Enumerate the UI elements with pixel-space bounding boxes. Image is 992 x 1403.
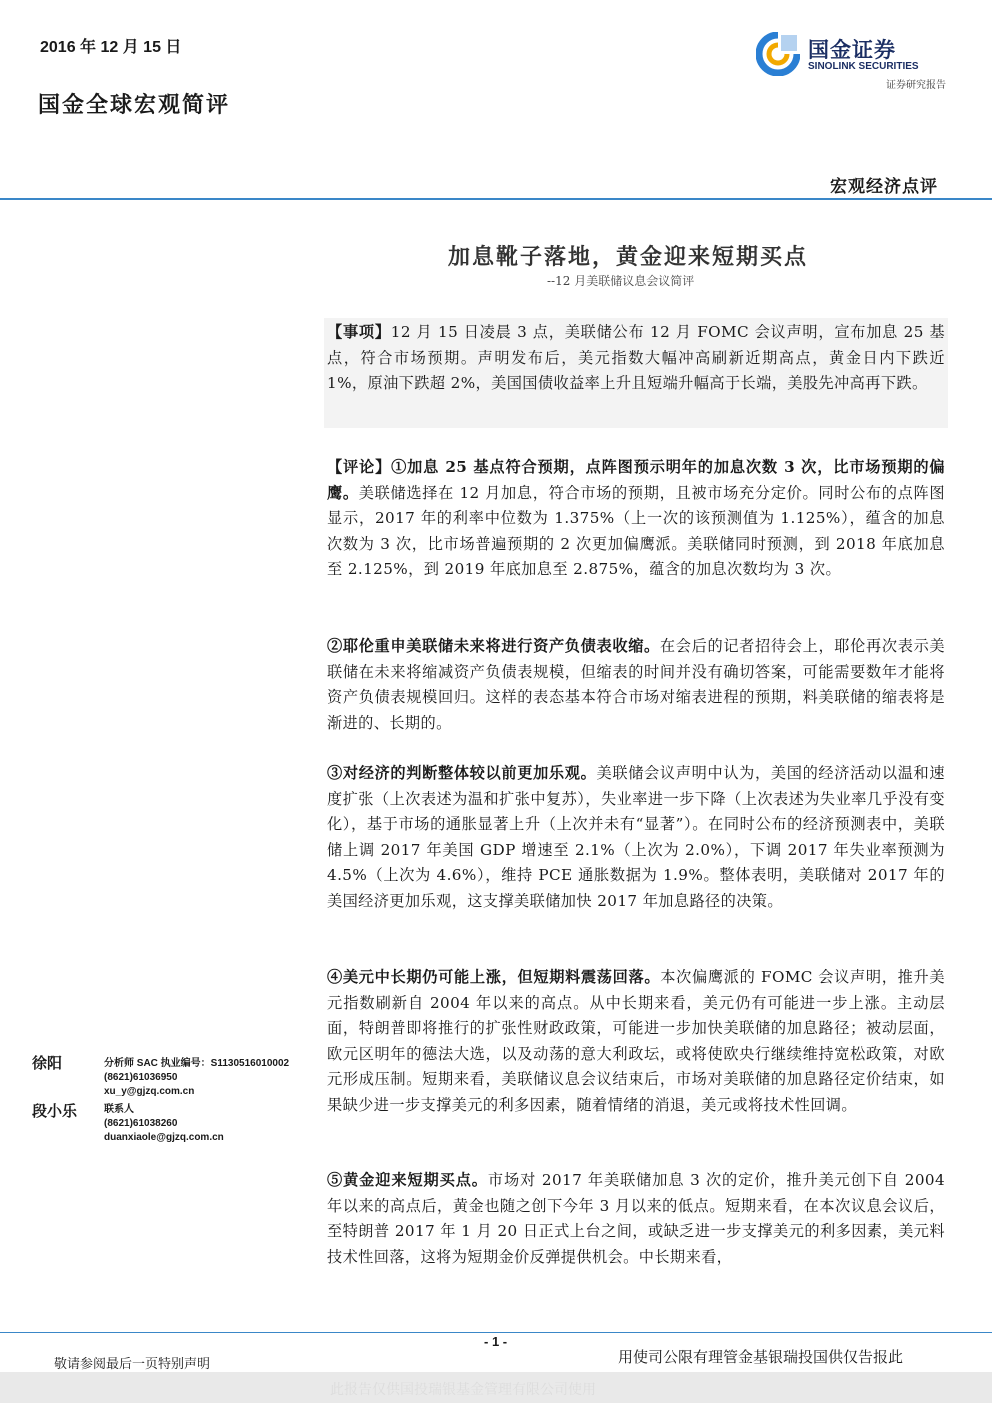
logo-name-cn: 国金证券 bbox=[808, 38, 896, 62]
page-number: - 1 - bbox=[484, 1334, 508, 1349]
comment-3-lead: ③对经济的判断整体较以前更加乐观。 bbox=[327, 764, 597, 782]
analyst-email[interactable]: xu_y@gjzq.com.cn bbox=[104, 1086, 195, 1097]
report-category: 宏观经济点评 bbox=[830, 177, 938, 197]
contact-details bbox=[104, 1103, 224, 1145]
analyst-phone: (8621)61036950 bbox=[104, 1072, 178, 1083]
event-label: 【事项】 bbox=[327, 323, 391, 341]
comment-label: 【评论】 bbox=[327, 458, 392, 476]
comment-1-lead: ①加息 25 基点符合预期，点阵图预示明年的加息次数 3 次，比市场预期的偏鹰。 bbox=[327, 458, 945, 502]
report-title: 加息靴子落地，黄金迎来短期买点 bbox=[448, 244, 809, 270]
footer-divider bbox=[0, 1332, 992, 1333]
contact-role: 联系人 bbox=[104, 1104, 134, 1115]
logo-mark-icon bbox=[756, 32, 800, 76]
contact-phone: (8621)61038260 bbox=[104, 1118, 178, 1129]
series-title: 国金全球宏观简评 bbox=[38, 93, 231, 118]
comment-5-lead: ⑤黄金迎来短期买点。 bbox=[327, 1171, 488, 1189]
event-paragraph bbox=[327, 320, 945, 397]
company-logo bbox=[756, 30, 946, 92]
comment-paragraph-5 bbox=[327, 1168, 945, 1270]
report-date: 2016 年 12 月 15 日 bbox=[40, 39, 182, 56]
contact-email[interactable]: duanxiaole@gjzq.com.cn bbox=[104, 1132, 224, 1143]
analyst-name: 徐阳 bbox=[32, 1054, 63, 1072]
comment-2-text: 在会后的记者招待会上，耶伦再次表示美联储在未来将缩减资产负债表规模，但缩表的时间并没有确切答案，可能需要数年才能将资产负债表规模回归。这样的表态基本符合市场对缩表进程的预期，料美联储的缩表将是渐进的、长期的。 bbox=[327, 637, 946, 732]
comment-paragraph-1 bbox=[327, 455, 945, 583]
comment-2-lead: ②耶伦重申美联储未来将进行资产负债表收缩。 bbox=[327, 637, 660, 655]
report-subtitle: --12 月美联储议息会议简评 bbox=[547, 274, 695, 288]
event-text: 12 月 15 日凌晨 3 点，美联储公布 12 月 FOMC 会议声明，宣布加息 25 基点，符合市场预期。声明发布后，美元指数大幅冲高刷新近期高点，黄金日内下跌近 1%，原油下跌超 2%，美国国债收益率上升且短端升幅高于长端，美股先冲高再下跌。 bbox=[327, 323, 945, 392]
comment-paragraph-4 bbox=[327, 965, 945, 1118]
watermark-text: 此报告仅供国投瑞银基金管理有限公司使用 bbox=[330, 1382, 596, 1398]
footer-disclaimer: 敬请参阅最后一页特别声明 bbox=[54, 1357, 211, 1372]
comment-paragraph-3 bbox=[327, 761, 945, 914]
logo-tagline: 证券研究报告 bbox=[886, 80, 946, 91]
comment-3-text: 美联储会议声明中认为，美国的经济活动以温和速度扩张（上次表述为温和扩张中复苏），失业率进一步下降（上次表述为失业率几乎没有变化），基于市场的通胀显著上升（上次并未有“显著”）。在同时公布的经济预测表中，美联储上调 2017 年美国 GDP 增速至 2.1%（上次为 2.0%），下调 2017 年失业率预测为 4.5%（上次为 4.6%），维持 PCE 通胀数据为 1.9%。整体表明，美联储对 2017 年的美国经济更加乐观，这支撑美联储加快 2017 年加息路径的决策。 bbox=[327, 764, 945, 910]
contact-name: 段小乐 bbox=[32, 1102, 78, 1120]
comment-5-text: 市场对 2017 年美联储加息 3 次的定价，推升美元创下自 2004 年以来的高点后，黄金也随之创下今年 3 月以来的低点。短期来看，在本次议息会议后，至特朗普 2017 年 1 月 20 日正式上台之间，或缺乏进一步支撑美元的利多因素，美元料技术性回落，这将为短期金价反弹提供机会。中长期来看， bbox=[327, 1171, 946, 1266]
logo-name-en: SINOLINK SECURITIES bbox=[808, 61, 919, 72]
comment-1-text: 美联储选择在 12 月加息，符合市场的预期，且被市场充分定价。同时公布的点阵图显示，2017 年的利率中位数为 1.375%（上一次的该预测值为 1.125%），蕴含的加息次数为 3 次，比市场普遍预期的 2 次更加偏鹰派。美联储同时预测，到 2018 年底加息至 2.125%，到 2019 年底加息至 2.875%，蕴含的加息次数均为 3 次。 bbox=[327, 483, 945, 578]
analyst-contact bbox=[104, 1057, 289, 1099]
analyst-role: 分析师 SAC 执业编号：S1130516010002 bbox=[104, 1058, 290, 1069]
comment-4-text: 本次偏鹰派的 FOMC 会议声明，推升美元指数刷新自 2004 年以来的高点。从中长期来看，美元仍有可能进一步上涨。主动层面，特朗普即将推行的扩张性财政政策，可能进一步加快美联储的加息路径；被动层面，欧元区明年的德法大选，以及动荡的意大利政坛，或将使欧央行继续维持宽松政策，对欧元形成压制。短期来看，美联储议息会议结束后，市场对美联储的加息路径定价结束，如果缺少进一步支撑美元的利多因素，随着情绪的消退，美元或将技术性回调。 bbox=[327, 968, 945, 1114]
comment-4-lead: ④美元中长期仍可能上涨，但短期料震荡回落。 bbox=[327, 968, 661, 986]
header-divider bbox=[0, 198, 992, 200]
footer-mirrored-text: 用使司公限有理管金基银瑞投国供仅告报此 bbox=[618, 1348, 904, 1366]
comment-paragraph-2 bbox=[327, 634, 945, 736]
